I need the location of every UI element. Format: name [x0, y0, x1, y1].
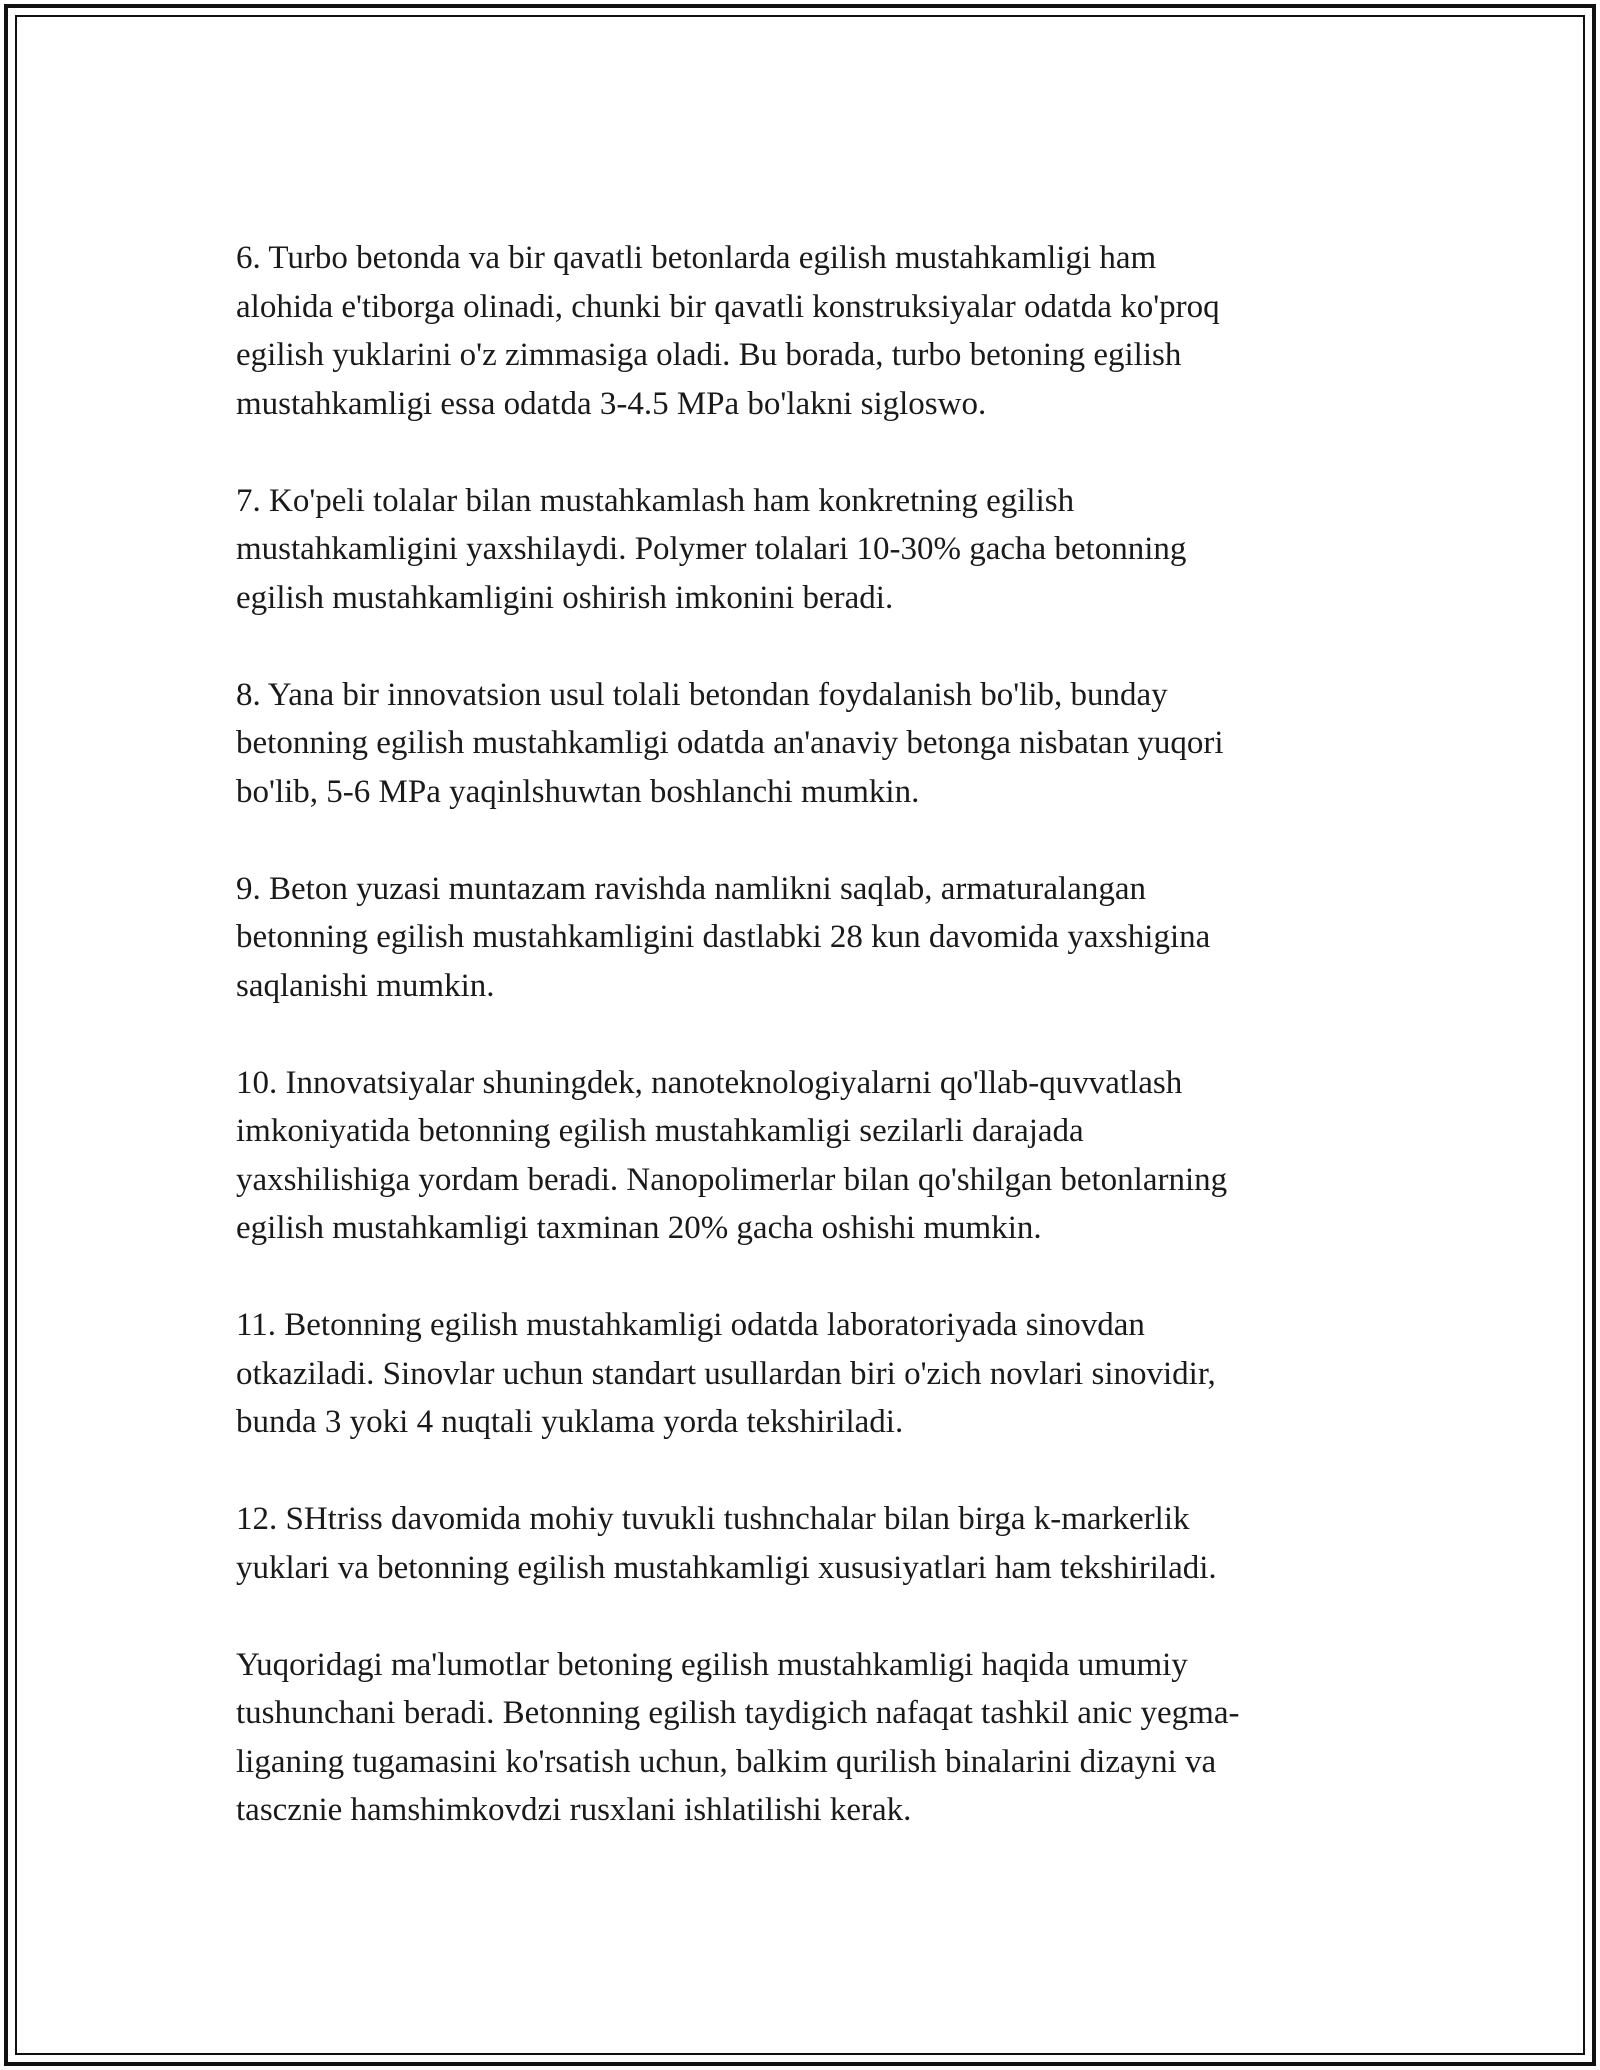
paragraph-conclusion: Yuqoridagi ma'lumotlar betoning egilish mustahkamligi haqida umumiy tushunchani beradi. Betonning egilish taydigich nafaqat tashkil anic yegma- liganing tugamasini ko'rsatish uchun, balkim qurilish binalarini dizayni va tascznie hamshimkovdzi rusxlani ishlatilishi kerak. — [236, 1646, 1240, 1828]
paragraph-item-6: 6. Turbo betonda va bir qavatli betonlarda egilish mustahkamligi ham alohida e'tiborga olinadi, chunki bir qavatli konstruksiyalar odatda ko'proq egilish yuklarini o'z zimmasiga oladi. Bu borada, turbo betoning egilish mustahkamligi essa odatda 3-4.5 MPa bo'lakni sigloswo. — [236, 240, 1220, 422]
paragraph-item-10: 10. Innovatsiyalar shuningdek, nanoteknologiyalarni qo'llab-quvvatlash imkoniyatida betonning egilish mustahkamligi sezilarli darajada yaxshilishiga yordam beradi. Nanopolimerlar bilan qo'shilgan betonlarning egilish mustahkamligi taxminan 20% gacha oshishi mumkin. — [236, 1064, 1228, 1246]
paragraph-item-9: 9. Beton yuzasi muntazam ravishda namlikni saqlab, armaturalangan betonning egilish mustahkamligini dastlabki 28 kun davomida yaxshigina saqlanishi mumkin. — [236, 870, 1211, 1004]
paragraph-item-8: 8. Yana bir innovatsion usul tolali betondan foydalanish bo'lib, bunday betonning egilish mustahkamligi odatda an'anaviy betonga nisbatan yuqori bo'lib, 5-6 MPa yaqinlshuwtan boshlanchi mumkin. — [236, 676, 1224, 810]
paragraph-item-12: 12. SHtriss davomida mohiy tuvukli tushnchalar bilan birga k-markerlik yuklari va betonning egilish mustahkamligi xususiyatlari ham tekshiriladi. — [236, 1501, 1217, 1586]
paragraph-item-11: 11. Betonning egilish mustahkamligi odatda laboratoriyada sinovdan otkaziladi. Sinovlar uchun standart usullardan biri o'zich novlari sinovidir, bunda 3 yoki 4 nuqtali yuklama yorda tekshiriladi. — [236, 1307, 1216, 1440]
document-body — [236, 234, 1386, 1883]
paragraph-item-7: 7. Ko'peli tolalar bilan mustahkamlash ham konkretning egilish mustahkamligini yaxshilaydi. Polymer tolalari 10-30% gacha betonning egilish mustahkamligini oshirish imkonini beradi. — [236, 482, 1187, 616]
